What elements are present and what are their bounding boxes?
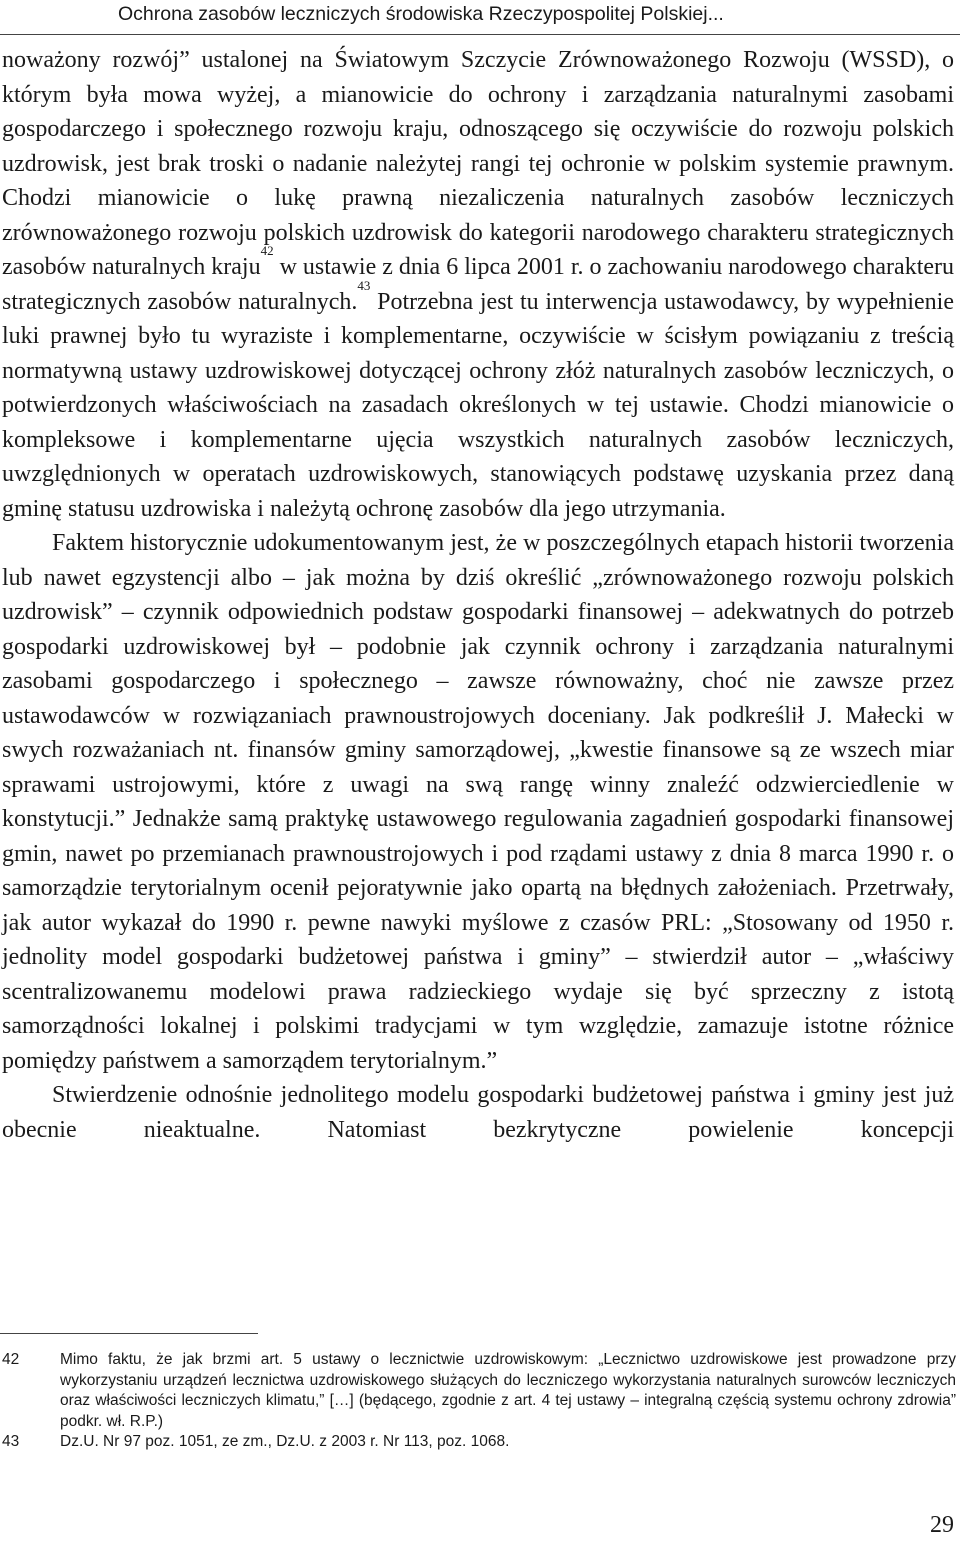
footnote-ref-42[interactable]: 42 bbox=[260, 243, 274, 258]
paragraph-1 bbox=[2, 43, 954, 526]
footnote-number: 42 bbox=[2, 1351, 20, 1368]
footnote-text: Mimo faktu, że jak brzmi art. 5 ustawy o lecznictwie uzdrowiskowym: „Lecznictwo uzdrowiskowe jest prowadzone przy wykorzystaniu urządzeń lecznictwa uzdrowiskowego służących do leczniczego wykorzystania naturalnych surowców leczniczych oraz właściwości leczniczych klimatu,” […] (będącego, zgodnie z art. 4 tej ustawy – integralną częścią systemu ochrony zdrowia” podkr. wł. R.P.) bbox=[60, 1351, 956, 1430]
footnote-ref-43[interactable]: 43 bbox=[357, 277, 371, 293]
footnote-43 bbox=[0, 1432, 956, 1453]
paragraph-1-part-2: w ustawie z dnia 6 lipca 2001 r. o zachowaniu narodowego charakteru strategicznych zasobów naturalnych. bbox=[2, 254, 955, 315]
paragraph-1-part-3: Potrzebna jest tu interwencja ustawodawcy, by wypełnienie luki prawnej było tu wyraziste i komplementarne, oczywiście w ścisłym powiązaniu z treścią normatywną ustawy uzdrowiskowej dotyczącej ochrony złóż naturalnych zasobów leczniczych, o potwierdzonych właściwościach na zasadach określonych w tej ustawie. Chodzi mianowicie o kompleksowe i komplementarne ujęcia wszystkich naturalnych zasobów leczniczych, uwzględnionych w operatach uzdrowiskowych, stanowiących podstawę uzyskania przez daną gminę statusu uzdrowiska i należytą ochronę zasobów dla jego utrzymania. bbox=[2, 288, 954, 522]
paragraph-2: Faktem historycznie udokumentowanym jest, że w poszczególnych etapach historii tworzenia lub nawet egzystencji albo – jak można by dziś określić „zrównoważonego rozwoju polskich uzdrowisk” – czynnik odpowiednich podstaw gospodarki finansowej – adekwatnych do potrzeb gospodarki uzdrowiskowej był – podobnie jak czynnik ochrony i zarządzania naturalnymi zasobami gospodarczego i społecznego – zawsze równoważny, choć nie zawsze przez ustawodawców w rozwiązaniach prawnoustrojowych doceniany. Jak podkreślił J. Małecki w swych rozważaniach nt. finansów gminy samorządowej, „kwestie finansowe są ze wszech miar sprawami ustrojowymi, które z uwagi na swą rangę winny znaleźć odzwierciedlenie w konstytucji.” Jednakże samą praktykę ustawowego regulowania zagadnień gospodarki finansowej gmin, nawet po przemianach prawnoustrojowych i pod rządami ustawy z dnia 8 marca 1990 r. o samorządzie terytorialnym ocenił pejoratywnie jako opartą na błędnych założeniach. Przetrwały, jak autor wykazał do 1990 r. pewne nawyki myślowe z czasów PRL: „Stosowany od 1950 r. jednolity model gospodarki budżetowej państwa i gminy” – stwierdził autor – „właściwy scentralizowanemu modelowi prawa radzieckiego wydaje się być sprzeczny z istotą samorządności lokalnej i polskimi tradycjami w tym względzie, zamazuje istotne różnice pomiędzy państwem a samorządem terytorialnym.” bbox=[2, 530, 954, 1074]
main-text bbox=[2, 43, 954, 1147]
footnote-42 bbox=[0, 1350, 956, 1432]
footnotes bbox=[0, 1350, 956, 1453]
running-header bbox=[0, 0, 960, 35]
footnote-text: Dz.U. Nr 97 poz. 1051, ze zm., Dz.U. z 2003 r. Nr 113, poz. 1068. bbox=[60, 1433, 510, 1450]
footnote-divider bbox=[0, 1333, 258, 1334]
paragraph-1-part-1: noważony rozwój” ustalonej na Światowym Szczycie Zrównoważonego Rozwoju (WSSD), o którym była mowa wyżej, a mianowicie do ochrony i zarządzania naturalnymi zasobami gospodarczego i społecznego rozwoju kraju, odnoszącego się oczywiście do rozwoju polskich uzdrowisk, jest brak troski o nadanie należytej rangi tej ochronie w polskim systemie prawnym. Chodzi mianowicie o lukę prawną niezaliczenia naturalnych zasobów leczniczych zrównoważonego rozwoju polskich uzdrowisk do kategorii narodowego charakteru strategicznych zasobów naturalnych kraju bbox=[2, 47, 954, 280]
page-number: 29 bbox=[930, 1512, 954, 1538]
footnote-number: 43 bbox=[2, 1433, 20, 1450]
paragraph-3: Stwierdzenie odnośnie jednolitego modelu gospodarki budżetowej państwa i gminy jest już obecnie nieaktualne. Natomiast bezkrytyczne powielenie koncepcji bbox=[2, 1082, 954, 1143]
running-title: Ochrona zasobów leczniczych środowiska Rzeczypospolitej Polskiej... bbox=[118, 3, 724, 25]
